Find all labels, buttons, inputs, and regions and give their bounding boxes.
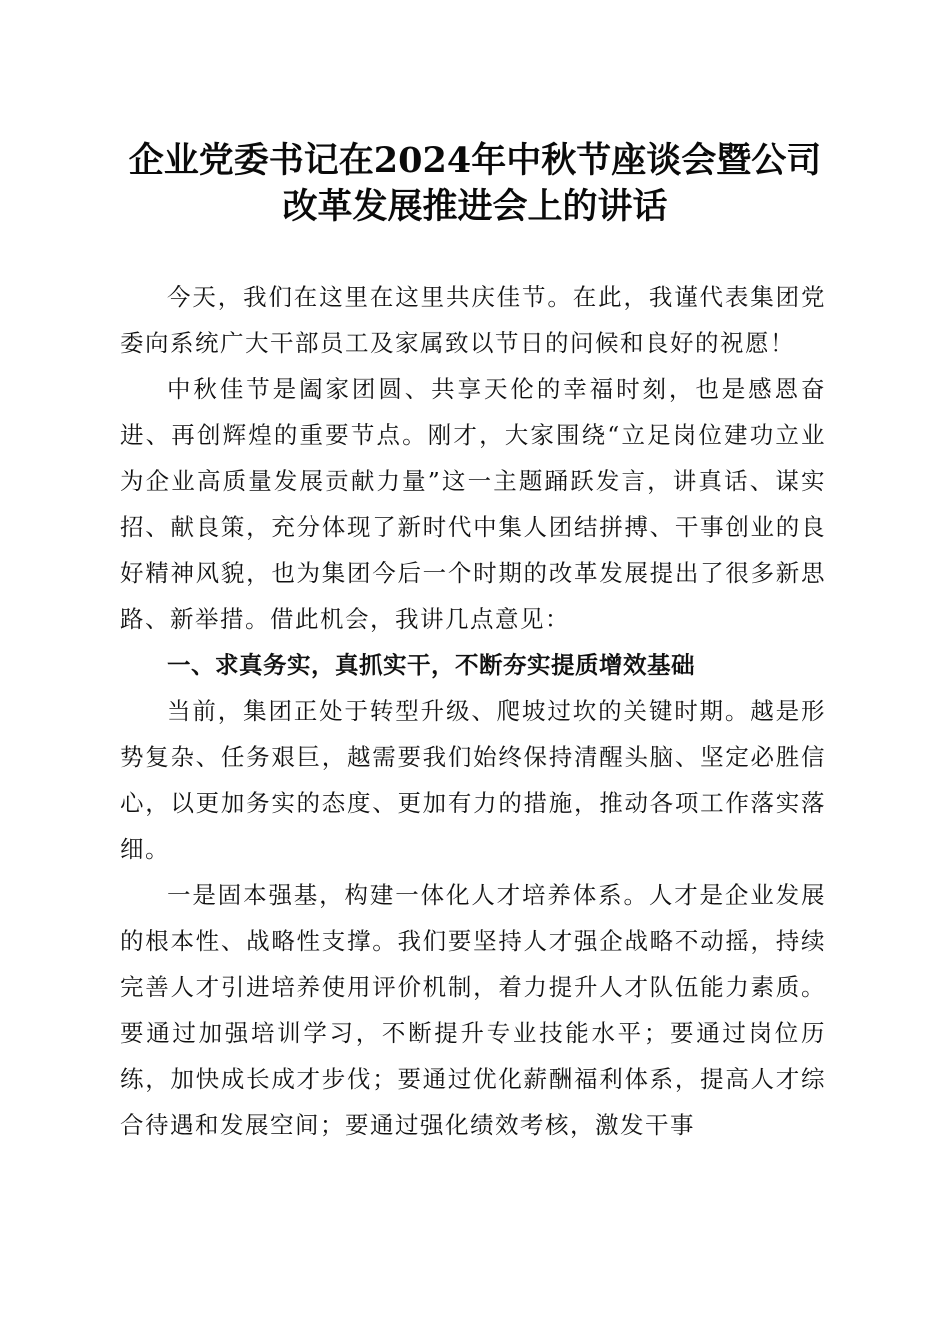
paragraph-talent-system: 一是固本强基，构建一体化人才培养体系。人才是企业发展的根本性、战略性支撑。我们要坚持人才强企战略不动摇，持续完善人才引进培养使用评价机制，着力提升人才队伍能力素质。要通过加强培训学习，不断提升专业技能水平；要通过岗位历练，加快成长成才步伐；要通过优化薪酬福利体系，提高人才综合待遇和发展空间；要通过强化绩效考核，激发干事 [120,881,826,1139]
paragraph-greeting: 今天，我们在这里在这里共庆佳节。在此，我谨代表集团党委向系统广大干部员工及家属致以节日的问候和良好的祝愿！ [120,283,826,357]
document-body [120,274,826,1148]
paragraph-introduction: 中秋佳节是阖家团圆、共享天伦的幸福时刻，也是感恩奋进、再创辉煌的重要节点。刚才，大家围绕“立足岗位建功立业为企业高质量发展贡献力量”这一主题踊跃发言，讲真话、谋实招、献良策，充分体现了新时代中集人团结拼搏、干事创业的良好精神风貌，也为集团今后一个时期的改革发展提出了很多新思路、新举措。借此机会，我讲几点意见： [120,375,826,633]
paragraph-situation: 当前，集团正处于转型升级、爬坡过坎的关键时期。越是形势复杂、任务艰巨，越需要我们始终保持清醒头脑、坚定必胜信心，以更加务实的态度、更加有力的措施，推动各项工作落实落细。 [120,697,826,863]
title-line-2: 改革发展推进会上的讲话 [282,186,668,227]
section-heading-1: 一、求真务实，真抓实干，不断夯实提质增效基础 [167,651,695,679]
document-title [100,138,850,230]
title-line-1: 企业党委书记在2024年中秋节座谈会暨公司 [128,140,822,181]
